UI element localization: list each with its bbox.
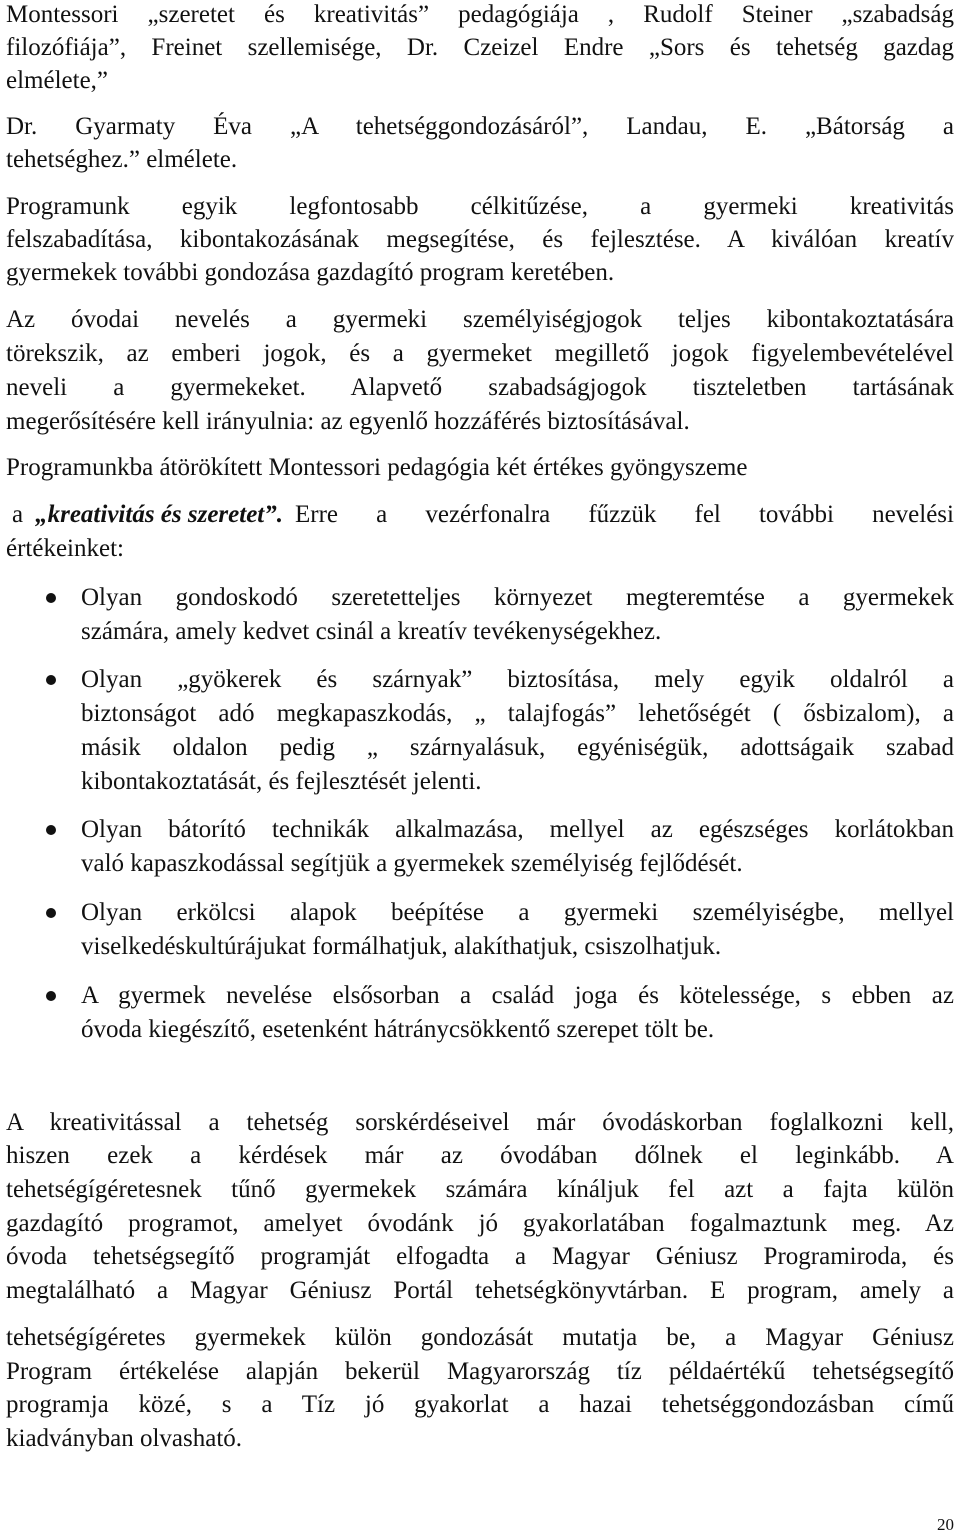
text-line: hiszen ezek a kérdések már az óvodában dőlnek el leginkább. A (6, 1142, 954, 1169)
text-line: megtalálható a Magyar Géniusz Portál tehetségkönyvtárban. E program, amely a (6, 1277, 954, 1304)
text-line: programja közé, s a Tíz jó gyakorlat a hazai tehetséggondozásban című (6, 1391, 954, 1418)
text-line: törekszik, az emberi jogok, és a gyermeket megillető jogok figyelembevételével (6, 340, 954, 367)
text-line: felszabadítása, kibontakozásának megsegítése, és fejlesztése. A kiválóan kreatív (6, 226, 954, 253)
list-item-line: számára, amely kedvet csinál a kreatív tevékenységekhez. (81, 618, 662, 645)
text-line: Az óvodai nevelés a gyermeki személyiségjogok teljes kibontakoztatására (6, 306, 954, 333)
list-item-line: Olyan erkölcsi alapok beépítése a gyermeki személyiségbe, mellyel (81, 899, 954, 926)
text-line: Montessori „szeretet és kreativitás” pedagógiája , Rudolf Steiner „szabadság (6, 1, 954, 28)
list-item-line: másik oldalon pedig „ szárnyalásuk, egyéniségük, adottságaik szabad (81, 734, 954, 761)
list-item-line: viselkedéskultúrájukat formálhatjuk, alakíthatjuk, csiszolhatjuk. (81, 933, 722, 960)
bullet-icon (46, 593, 56, 603)
list-item-line: való kapaszkodással segítjük a gyermekek személyiség fejlődését. (81, 850, 743, 877)
list-item-line: biztonságot adó megkapaszkodás, „ talajfogás” lehetőségét ( ősbizalom), a (81, 700, 954, 727)
bullet-icon (46, 675, 56, 685)
text-line: Program értékelése alapján bekerül Magyarország tíz példaértékű tehetségsegítő (6, 1358, 954, 1385)
text-line-emphasis (12, 500, 954, 530)
text-line: filozófiája”, Freinet szellemisége, Dr. Czeizel Endre „Sors és tehetség gazdag (6, 34, 954, 61)
text-line: gyermekek további gondozása gazdagító program keretében. (6, 259, 615, 286)
emphasized-phrase: „kreativitás és szeretet”. (35, 501, 283, 528)
bullet-icon (46, 908, 56, 918)
bullet-icon (46, 825, 56, 835)
text-line: kiadványban olvasható. (6, 1425, 243, 1452)
text-line: tehetségígéretesnek tűnő gyermekek számára kínáljuk fel azt a fajta külön (6, 1176, 954, 1203)
text-line: értékeinket: (6, 535, 124, 562)
list-item-line: A gyermek nevelése elsősorban a család joga és kötelessége, s ebben az (81, 982, 954, 1009)
text-line: A kreativitással a tehetség sorskérdéseivel már óvodáskorban foglalkozni kell, (6, 1109, 954, 1136)
list-item-line: Olyan bátorító technikák alkalmazása, mellyel az egészséges korlátokban (81, 816, 954, 843)
bullet-icon (46, 991, 56, 1001)
text-line: neveli a gyermekeket. Alapvető szabadságjogok tiszteletben tartásának (6, 374, 954, 401)
text-line: megerősítésére kell irányulnia: az egyenlő hozzáférés biztosításával. (6, 408, 690, 435)
page-number: 20 (937, 1515, 954, 1534)
text-line: gazdagító programot, amelyet óvodánk jó gyakorlatában fogalmaztunk meg. Az (6, 1210, 954, 1237)
list-item-line: Olyan gondoskodó szeretetteljes környezet megteremtése a gyermekek (81, 584, 954, 611)
emphasis-group (12, 500, 283, 530)
list-item-line: Olyan „gyökerek és szárnyak” biztosítása, mely egyik oldalról a (81, 666, 954, 693)
text-fragment: Erre a vezérfonalra fűzzük fel további nevelési (295, 501, 954, 528)
text-line: Dr. Gyarmaty Éva „A tehetséggondozásáról”, Landau, E. „Bátorság a (6, 113, 954, 140)
list-item-line: kibontakoztatását, és fejlesztését jelenti. (81, 768, 482, 795)
text-fragment: a (12, 501, 24, 528)
text-line: Programunk egyik legfontosabb célkitűzése, a gyermeki kreativitás (6, 193, 954, 220)
text-line: tehetségígéretes gyermekek külön gondozását mutatja be, a Magyar Géniusz (6, 1324, 954, 1351)
text-line: Programunkba átörökített Montessori pedagógia két értékes gyöngyszeme (6, 454, 748, 481)
text-line: elmélete,” (6, 67, 109, 94)
text-line: óvoda tehetségsegítő programját elfogadta a Magyar Géniusz Programiroda, és (6, 1243, 954, 1270)
list-item-line: óvoda kiegészítő, esetenként hátránycsökkentő szerepet tölt be. (81, 1016, 715, 1043)
text-line: tehetséghez.” elmélete. (6, 146, 238, 173)
